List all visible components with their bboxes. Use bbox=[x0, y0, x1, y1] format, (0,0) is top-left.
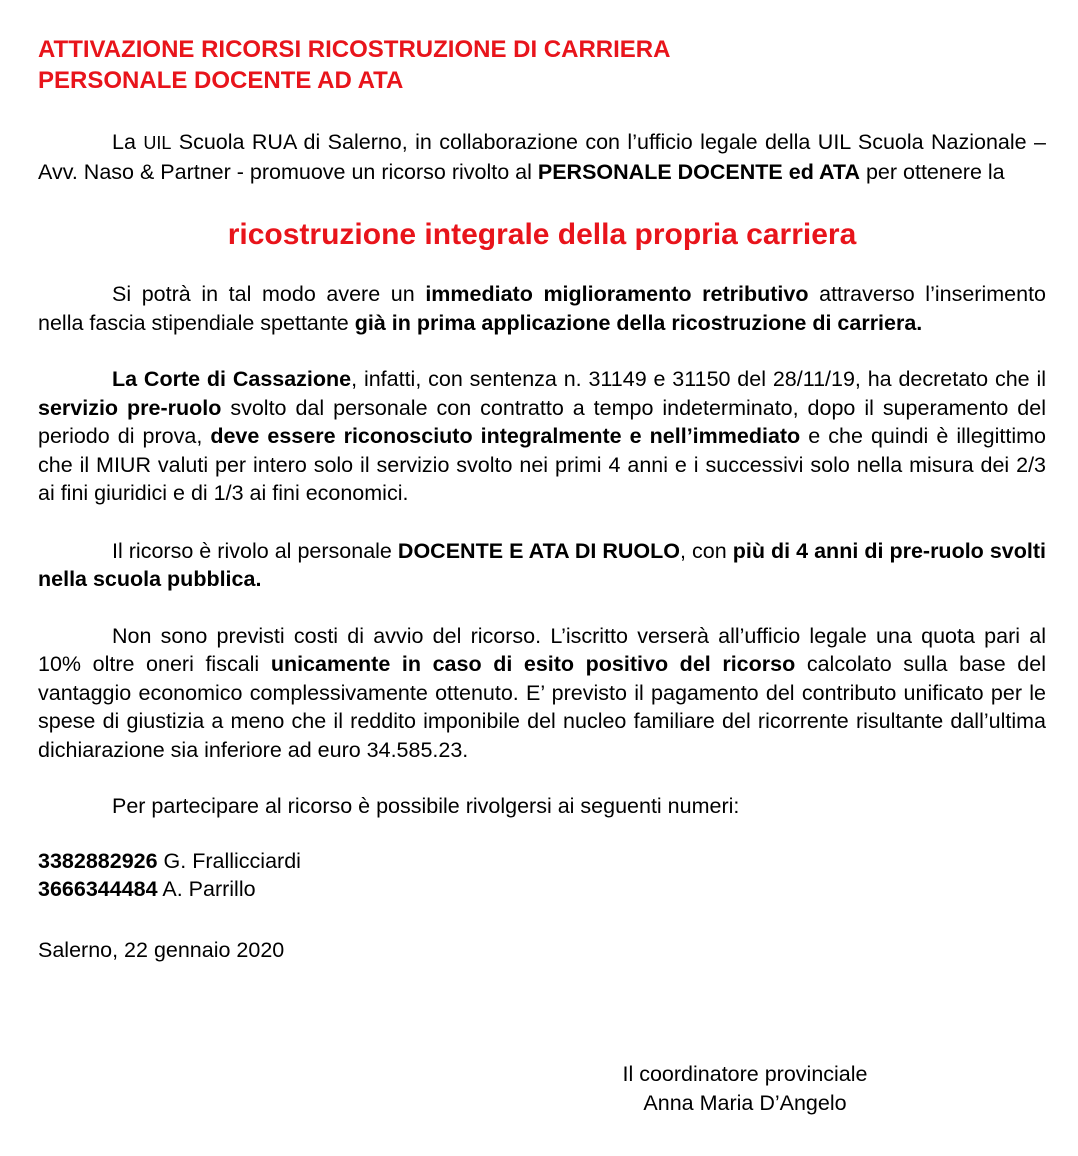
paragraph-5 bbox=[38, 622, 1046, 765]
contact-item bbox=[38, 847, 1046, 876]
contact-list bbox=[38, 847, 1046, 904]
highlight-heading: ricostruzione integrale della propria carriera bbox=[227, 218, 857, 251]
p3-text-1: , infatti, con sentenza n. 31149 e 31150 del 28/11/19, ha decretato che il bbox=[351, 367, 1046, 391]
contact-item bbox=[38, 875, 1046, 904]
p5-text-1: Non sono previsti costi di avvio del ricorso. L’iscritto verserà all’ufficio legale una quota pari al 10% oltre oneri fiscali bbox=[38, 623, 1046, 676]
paragraph-4 bbox=[38, 537, 1046, 594]
intro-text-1: La bbox=[112, 130, 144, 154]
document-date: Salerno, 22 gennaio 2020 bbox=[38, 937, 285, 962]
signature-name: Anna Maria D’Angelo bbox=[643, 1090, 847, 1115]
p3-bold-3: deve essere riconosciuto integralmente e nell’immediato bbox=[210, 424, 801, 448]
intro-uil: UIL bbox=[143, 133, 172, 153]
p3-text-3: e che quindi è illegittimo che il MIUR valuti per intero solo il servizio svolto nei primi 4 anni e i successivi solo nella misura dei 2/3 ai fini giuridici e di 1/3 ai fini economici. bbox=[38, 424, 1046, 505]
paragraph-2 bbox=[38, 280, 1046, 337]
p2-bold-1: immediato miglioramento retributivo bbox=[425, 282, 809, 306]
intro-paragraph bbox=[38, 128, 1046, 186]
p4-text-2: , con bbox=[680, 538, 733, 563]
contact-name: G. Frallicciardi bbox=[157, 848, 301, 873]
p5-bold-1: unicamente in caso di esito positivo del ricorso bbox=[270, 652, 796, 676]
contact-phone[interactable]: 3382882926 bbox=[38, 848, 158, 873]
p4-bold-2: più di 4 anni di pre-ruolo svolti nella scuola pubblica. bbox=[38, 538, 1046, 591]
p4-bold-1: DOCENTE E ATA DI RUOLO bbox=[397, 538, 681, 563]
p5-text-2: calcolato sulla base del vantaggio economico complessivamente ottenuto. E’ previsto il pagamento del contributo unificato per le spese di giustizia a meno che il reddito imponibile del nucleo familiare del ricorrente risultante dall’ultima dichiarazione sia inferiore ad euro 34.585.23. bbox=[38, 652, 1047, 762]
p2-text-2: attraverso l’inserimento nella fascia stipendiale spettante bbox=[38, 282, 1046, 335]
p2-text-1: Si potrà in tal modo avere un bbox=[112, 282, 426, 306]
paragraph-6: Per partecipare al ricorso è possibile rivolgersi ai seguenti numeri: bbox=[112, 794, 740, 818]
p2-bold-2: già in prima applicazione della ricostruzione di carriera. bbox=[354, 310, 923, 335]
contact-phone[interactable]: 3666344484 bbox=[38, 877, 158, 901]
p3-bold-2: servizio pre-ruolo bbox=[38, 395, 222, 420]
p3-text-2: svolto dal personale con contratto a tempo indeterminato, dopo il superamento del periodo di prova, bbox=[38, 395, 1046, 448]
title-line-1: ATTIVAZIONE RICORSI RICOSTRUZIONE DI CARRIERA bbox=[38, 36, 671, 63]
p4-text-1: Il ricorso è rivolo al personale bbox=[112, 538, 398, 563]
document bbox=[38, 34, 1046, 964]
intro-bold-1: PERSONALE DOCENTE ed ATA bbox=[537, 159, 860, 184]
paragraph-3 bbox=[38, 365, 1046, 508]
intro-text-3: per ottenere la bbox=[860, 159, 1005, 184]
intro-text-2: Scuola RUA di Salerno, in collaborazione con l’ufficio legale della UIL Scuola Nazionale – Avv. Naso & Partner - promuove un ricorso rivolto al bbox=[38, 130, 1046, 184]
document-title bbox=[38, 34, 1046, 96]
title-line-2: PERSONALE DOCENTE AD ATA bbox=[38, 67, 404, 94]
signature-block bbox=[580, 1060, 910, 1117]
signature-role: Il coordinatore provinciale bbox=[622, 1062, 868, 1086]
contact-name: A. Parrillo bbox=[157, 877, 256, 901]
p3-bold-1: La Corte di Cassazione bbox=[112, 367, 352, 391]
